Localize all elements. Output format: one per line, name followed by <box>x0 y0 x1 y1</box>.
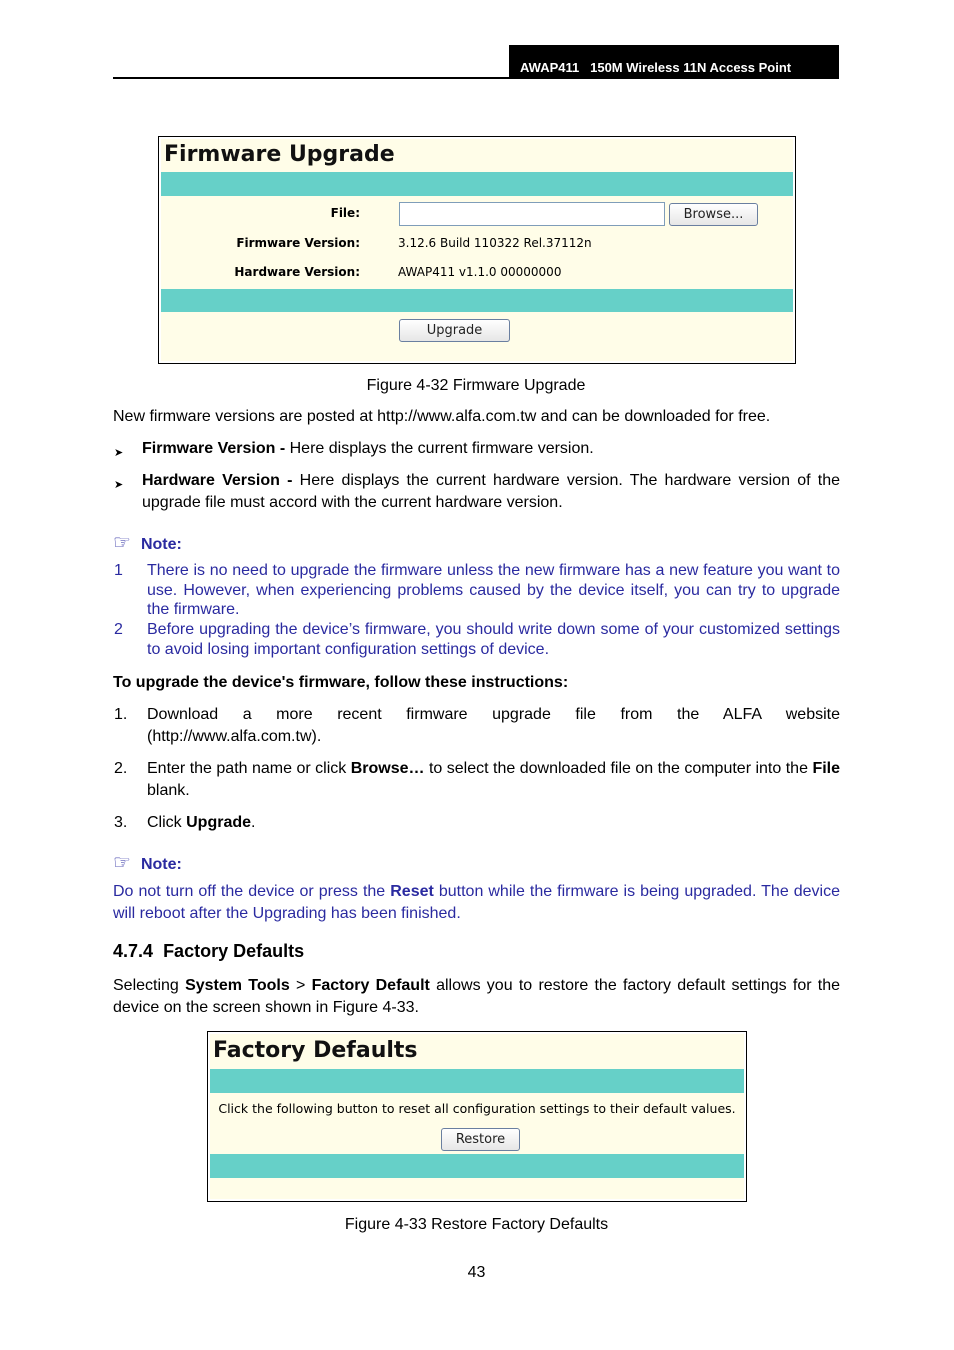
firmware-header-bar <box>161 172 793 196</box>
step-number: 2. <box>114 760 128 777</box>
bullet-firmware-version <box>142 438 840 460</box>
factory-panel-body <box>210 1034 744 1199</box>
factory-header-bar <box>210 1069 744 1093</box>
file-input[interactable] <box>399 202 665 226</box>
figure-32-caption: Figure 4-32 Firmware Upgrade <box>366 377 586 394</box>
browse-button[interactable]: Browse... <box>669 203 758 226</box>
section-text-bold: System Tools <box>185 977 290 994</box>
step-number: 3. <box>114 814 128 831</box>
note-1-item: Before upgrading the device’s firmware, you should write down some of your customized settings to avoid losing important configuration settings of device. <box>147 621 840 658</box>
firmware-version-label: Firmware Version: <box>236 236 360 250</box>
figure-33-caption: Figure 4-33 Restore Factory Defaults <box>344 1216 609 1233</box>
note-1-item: There is no need to upgrade the firmware unless the new firmware has a new feature you want to use. However, when experiencing problems caused by the device itself, you can try to upgrade the firmware. <box>147 562 840 618</box>
bullet-text: Here displays the current hardware version. The hardware version of the upgrade file must accord with the current hardware version. <box>142 472 840 511</box>
section-heading <box>113 941 304 962</box>
firmware-footer-bar <box>161 289 793 312</box>
step-text: Click <box>147 814 187 831</box>
step-text: Enter the path name or click <box>147 760 351 777</box>
section-text-part: Selecting <box>113 977 186 994</box>
page-number: 43 <box>467 1264 486 1281</box>
note-text: button while the firmware is being upgraded. The device will reboot after the Upgrading has been finished. <box>113 883 841 922</box>
firmware-version-value: 3.12.6 Build 110322 Rel.37112n <box>398 236 592 250</box>
step-1-line-1: Download a more recent firmware upgrade file from the ALFA website <box>147 706 840 723</box>
step-bold: File <box>812 760 840 777</box>
factory-defaults-panel <box>207 1031 747 1202</box>
section-number: 4.7.4 <box>113 941 154 961</box>
firmware-upgrade-panel <box>158 136 796 364</box>
section-text <box>113 975 840 1019</box>
file-label: File: <box>330 206 360 220</box>
step-text: . <box>251 814 256 831</box>
section-text-bold: Factory Default <box>311 977 430 994</box>
step-text: to select the downloaded file on the computer into the <box>424 760 813 777</box>
note-2-label: Note: <box>140 856 182 873</box>
step-3-text <box>147 812 255 834</box>
header-product: 150M Wireless 11N Access Point <box>590 60 792 75</box>
factory-footer-bar <box>210 1154 744 1178</box>
factory-message: Click the following button to reset all configuration settings to their default values. <box>218 1101 736 1116</box>
note-2-heading <box>113 850 182 875</box>
note-1-label: Note: <box>140 536 182 553</box>
step-number: 1. <box>114 706 128 723</box>
instructions-heading: To upgrade the device's firmware, follow these instructions: <box>113 674 569 691</box>
note-2-text <box>113 881 840 925</box>
hardware-version-label: Hardware Version: <box>234 265 360 279</box>
bullet-term: Firmware Version - <box>142 440 286 457</box>
step-bold: Upgrade <box>186 814 252 831</box>
bullet-marker-icon: ➤ <box>114 479 124 491</box>
header-model: AWAP411 <box>520 60 580 75</box>
step-1-line-2: (http://www.alfa.com.tw). <box>147 728 322 745</box>
step-bold: Browse… <box>350 760 425 777</box>
pointing-hand-icon: ☞ <box>113 852 131 874</box>
header-banner <box>509 45 839 79</box>
bullet-term: Hardware Version - <box>142 472 293 489</box>
step-2-text <box>147 758 840 802</box>
bullet-marker-icon: ➤ <box>114 447 124 459</box>
hardware-version-value: AWAP411 v1.1.0 00000000 <box>398 265 562 279</box>
bullet-text: Here displays the current firmware version. <box>285 440 594 457</box>
firmware-panel-title: Firmware Upgrade <box>164 142 395 167</box>
note-bold: Reset <box>390 883 434 900</box>
note-1-num: 2 <box>114 621 123 638</box>
note-text: Do not turn off the device or press the <box>113 883 391 900</box>
intro-text: New firmware versions are posted at http://www.alfa.com.tw and can be downloaded for free. <box>113 408 771 425</box>
restore-button[interactable]: Restore <box>441 1128 520 1151</box>
step-text: blank. <box>147 782 190 799</box>
section-title: Factory Defaults <box>163 941 305 961</box>
firmware-panel-body <box>161 139 793 361</box>
note-1-num: 1 <box>114 562 123 579</box>
section-text-part: allows you to restore the factory default settings for the device on the screen shown in Figure 4-33. <box>113 977 841 1016</box>
pointing-hand-icon: ☞ <box>113 532 131 554</box>
note-1-heading <box>113 530 182 555</box>
section-text-part: > <box>289 977 312 994</box>
factory-panel-title: Factory Defaults <box>213 1038 418 1063</box>
bullet-hardware-version <box>142 470 840 514</box>
upgrade-button[interactable]: Upgrade <box>399 319 510 342</box>
